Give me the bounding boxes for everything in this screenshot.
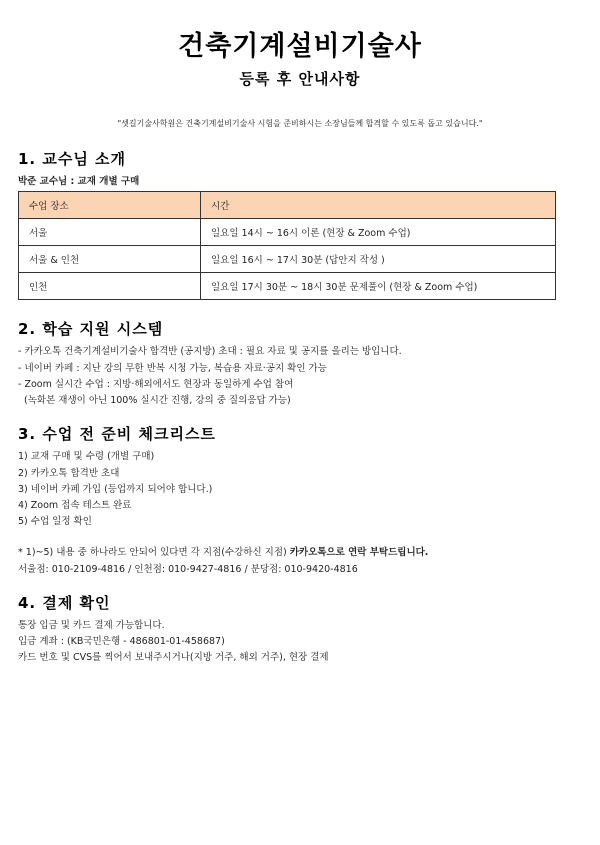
- professor-line: 박준 교수님 : 교재 개별 구매: [18, 176, 140, 187]
- time-cell: 일요일 16시 ~ 17시 30분 (답안지 작성 ): [201, 246, 556, 273]
- column-header-time: 시간: [201, 192, 556, 219]
- checklist-item: 1) 교재 구매 및 수령 (개별 구매): [18, 451, 155, 462]
- note-bold-text: 카카오톡으로 연락 부탁드립니다.: [289, 547, 429, 558]
- checklist-item: 2) 카카오톡 합격반 초대: [18, 468, 120, 479]
- schedule-table: [18, 191, 556, 300]
- location-cell: 인천: [19, 273, 201, 300]
- payment-line: 입금 계좌 : (KB국민은행 - 486801-01-458687): [18, 636, 225, 647]
- section-heading-payment: 4. 결제 확인: [18, 594, 111, 612]
- payment-line: 통장 입금 및 카드 결제 가능합니다.: [18, 620, 165, 631]
- intro-quote: "셋길기술사학원은 건축기계설비기술사 시험을 준비하시는 소장님들께 합격할 수 있도록 돕고 있습니다.": [117, 119, 483, 128]
- support-line: (녹화본 재생이 아닌 100% 실시간 진행, 강의 중 질의응답 가능): [18, 395, 291, 406]
- table-header-row: [19, 192, 556, 219]
- time-cell: 일요일 14시 ~ 16시 이론 (현장 & Zoom 수업): [201, 219, 556, 246]
- checklist-item: 3) 네이버 카페 가입 (등업까지 되어야 합니다.): [18, 484, 213, 495]
- table-row: [19, 246, 556, 273]
- support-line: - Zoom 실시간 수업 : 지방·해외에서도 현장과 동일하게 수업 참여: [18, 379, 294, 390]
- document-title: 건축기계설비기술사: [178, 31, 422, 62]
- payment-line: 카드 번호 및 CVS를 찍어서 보내주시거나(지방 거주, 해외 거주), 현장 결제: [18, 652, 329, 663]
- support-line: - 카카오톡 건축기계설비기술사 합격반 (공지방) 초대 : 필요 자료 및 공지를 올리는 방입니다.: [18, 346, 402, 357]
- table-row: [19, 273, 556, 300]
- location-cell: 서울: [19, 219, 201, 246]
- checklist-item: 4) Zoom 접속 테스트 완료: [18, 500, 132, 511]
- note-text: * 1)~5) 내용 중 하나라도 안되어 있다면 각 지점(수강하신 지점): [18, 547, 290, 558]
- location-cell: 서울 & 인천: [19, 246, 201, 273]
- document-subtitle: 등록 후 안내사항: [239, 70, 361, 88]
- checklist-item: 5) 수업 일정 확인: [18, 516, 92, 527]
- column-header-location: 수업 장소: [19, 192, 201, 219]
- support-line: - 네이버 카페 : 지난 강의 무한 반복 시청 가능, 복습용 자료·공지 확인 가능: [18, 363, 327, 374]
- section-heading-checklist: 3. 수업 전 준비 체크리스트: [18, 425, 216, 443]
- section-heading-professor: 1. 교수님 소개: [18, 150, 127, 168]
- time-cell: 일요일 17시 30분 ~ 18시 30분 문제풀이 (현장 & Zoom 수업): [201, 273, 556, 300]
- checklist-note: [18, 544, 428, 558]
- table-row: [19, 219, 556, 246]
- branch-contacts: 서울점: 010-2109-4816 / 인천점: 010-9427-4816 / 분당점: 010-9420-4816: [18, 564, 358, 575]
- section-heading-support: 2. 학습 지원 시스템: [18, 320, 164, 338]
